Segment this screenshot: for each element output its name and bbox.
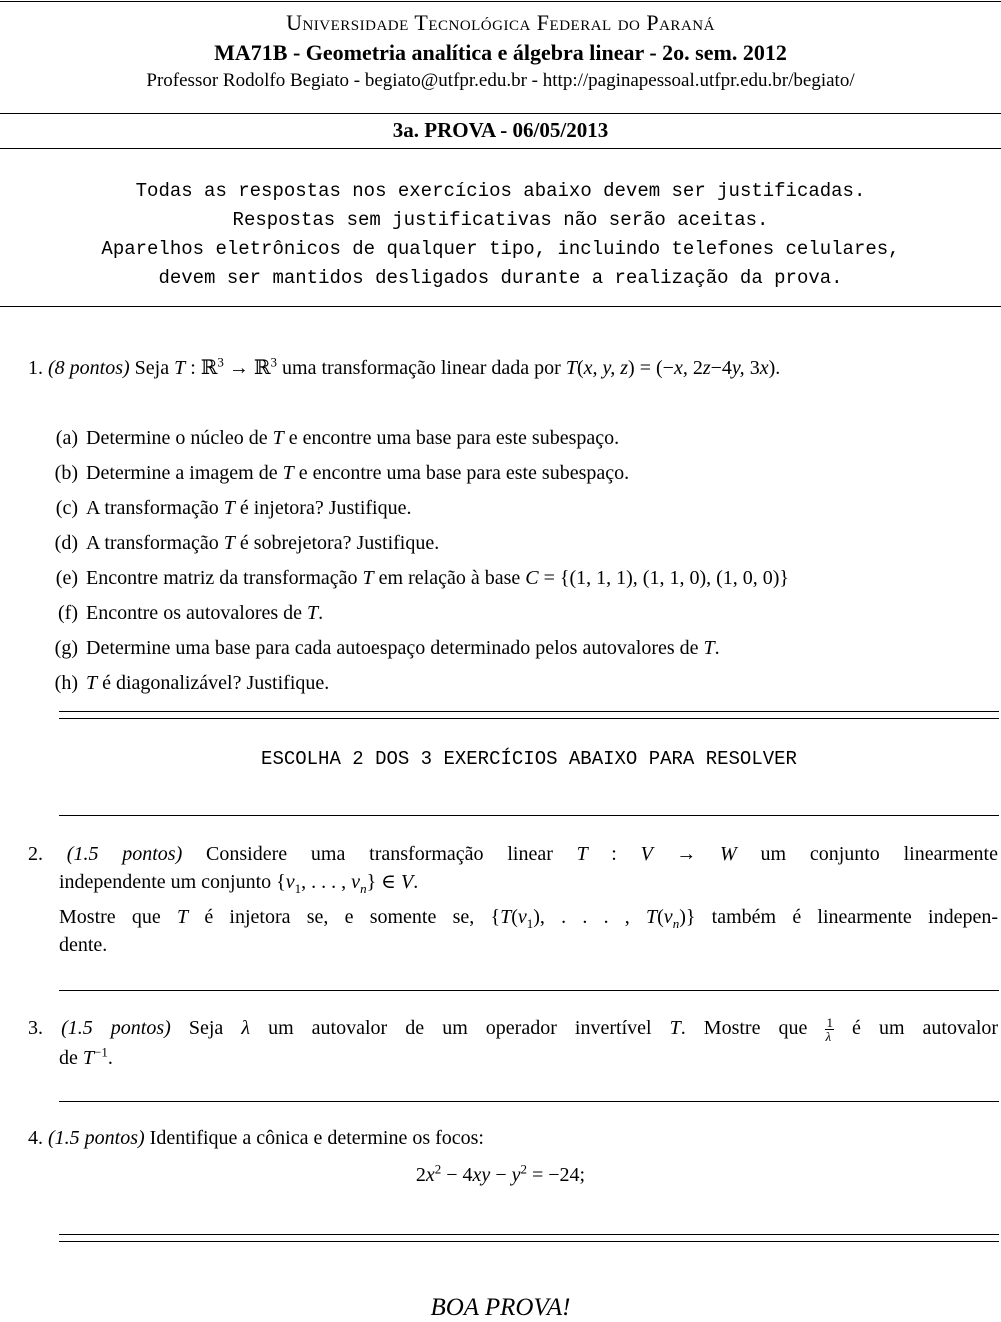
question-3-line-2: de $T^{-1}$. xyxy=(59,1044,113,1069)
question-2-paragraph-2: Mostre que T é injetora se, e somente se, {$T(v_1)$, . . . , $T(v_n)$} também é linearmente indepen- xyxy=(59,906,998,931)
question-2-line-2: independente um conjunto {$v_1$, . . . , $v_n$} ∈ V. xyxy=(59,871,419,896)
header-rule xyxy=(0,113,1001,114)
instructions-rule xyxy=(0,306,1001,307)
question-1-item-a: (a) Determine o núcleo de T e encontre uma base para este subespaço. xyxy=(55,427,620,449)
question-1-item-b: (b) Determine a imagem de T e encontre uma base para este subespaço. xyxy=(54,462,630,484)
fraction-one-over-lambda: $\frac{1}{\lambda}$ xyxy=(825,1014,833,1044)
instruction-1: Todas as respostas nos exercícios abaixo devem ser justificadas. xyxy=(135,180,866,202)
question-1-item-f: (f) Encontre os autovalores de T. xyxy=(58,602,324,624)
bottom-double-rule-2 xyxy=(59,1241,999,1242)
question-2-paragraph-2-end: dente. xyxy=(59,934,108,956)
title-rule xyxy=(0,148,1001,149)
question-1-statement: 1. (8 pontos) Seja T : ℝ$^3$ → ℝ$^3$ uma transformação linear dada por T(x, y, z) = (−x, 2z−4y, 3x). xyxy=(28,354,781,379)
math-map: T : ℝ$^3$ → ℝ$^3$ xyxy=(174,354,278,379)
instruction-2: Respostas sem justificativas não serão aceitas. xyxy=(232,209,769,231)
question-number: 1. xyxy=(28,357,43,379)
course-title: MA71B - Geometria analítica e álgebra linear - 2o. sem. 2012 xyxy=(214,40,787,65)
top-rule xyxy=(0,1,1001,2)
question-1-item-g: (g) Determine uma base para cada autoespaço determinado pelos autovalores de T. xyxy=(54,637,720,659)
instruction-4: devem ser mantidos desligados durante a realização da prova. xyxy=(158,267,843,289)
exam-title: 3a. PROVA - 06/05/2013 xyxy=(392,118,609,142)
choose-banner: ESCOLHA 2 DOS 3 EXERCÍCIOS ABAIXO PARA RESOLVER xyxy=(261,748,797,770)
university-name: Universidade Tecnológica Federal do Paraná xyxy=(286,10,715,35)
question-4-statement: 4. (1.5 pontos) Identifique a cônica e determine os focos: xyxy=(28,1127,484,1149)
question-1-item-c: (c) A transformação T é injetora? Justifique. xyxy=(55,497,412,519)
question-2-line-1: 2. (1.5 pontos) Considere uma transformação linear T : V → W um conjunto linearmente xyxy=(28,843,998,865)
instruction-3: Aparelhos eletrônicos de qualquer tipo, incluindo telefones celulares, xyxy=(101,238,900,260)
question-3-line-1: 3. (1.5 pontos) Seja λ um autovalor de um operador invertível T. Mostre que $\frac{1}{\lambda}$ é um autovalor xyxy=(28,1014,999,1044)
question-points: (8 pontos) xyxy=(48,357,130,379)
double-rule-top-1 xyxy=(59,711,999,712)
math-definition: T(x, y, z) = (−x, 2z−4y, 3x). xyxy=(565,357,781,379)
conic-equation: $2x^2 - 4xy - y^2 = -24$; xyxy=(415,1161,586,1186)
professor-line: Professor Rodolfo Begiato - begiato@utfpr.edu.br - http://paginapessoal.utfpr.edu.br/begiato/ xyxy=(146,70,855,91)
double-rule-top-2 xyxy=(59,718,999,719)
q2-rule xyxy=(59,990,999,991)
question-1-item-h: (h) T é diagonalizável? Justifique. xyxy=(54,672,330,694)
q3-rule xyxy=(59,1101,999,1102)
banner-rule xyxy=(59,815,999,816)
question-1-item-e: (e) Encontre matriz da transformação T em relação à base C = {(1, 1, 1), (1, 1, 0), (1, 0, 0)} xyxy=(55,567,790,589)
bottom-double-rule-1 xyxy=(59,1234,999,1235)
question-1-item-d: (d) A transformação T é sobrejetora? Justifique. xyxy=(54,532,440,554)
footer-message: BOA PROVA! xyxy=(430,1294,571,1321)
